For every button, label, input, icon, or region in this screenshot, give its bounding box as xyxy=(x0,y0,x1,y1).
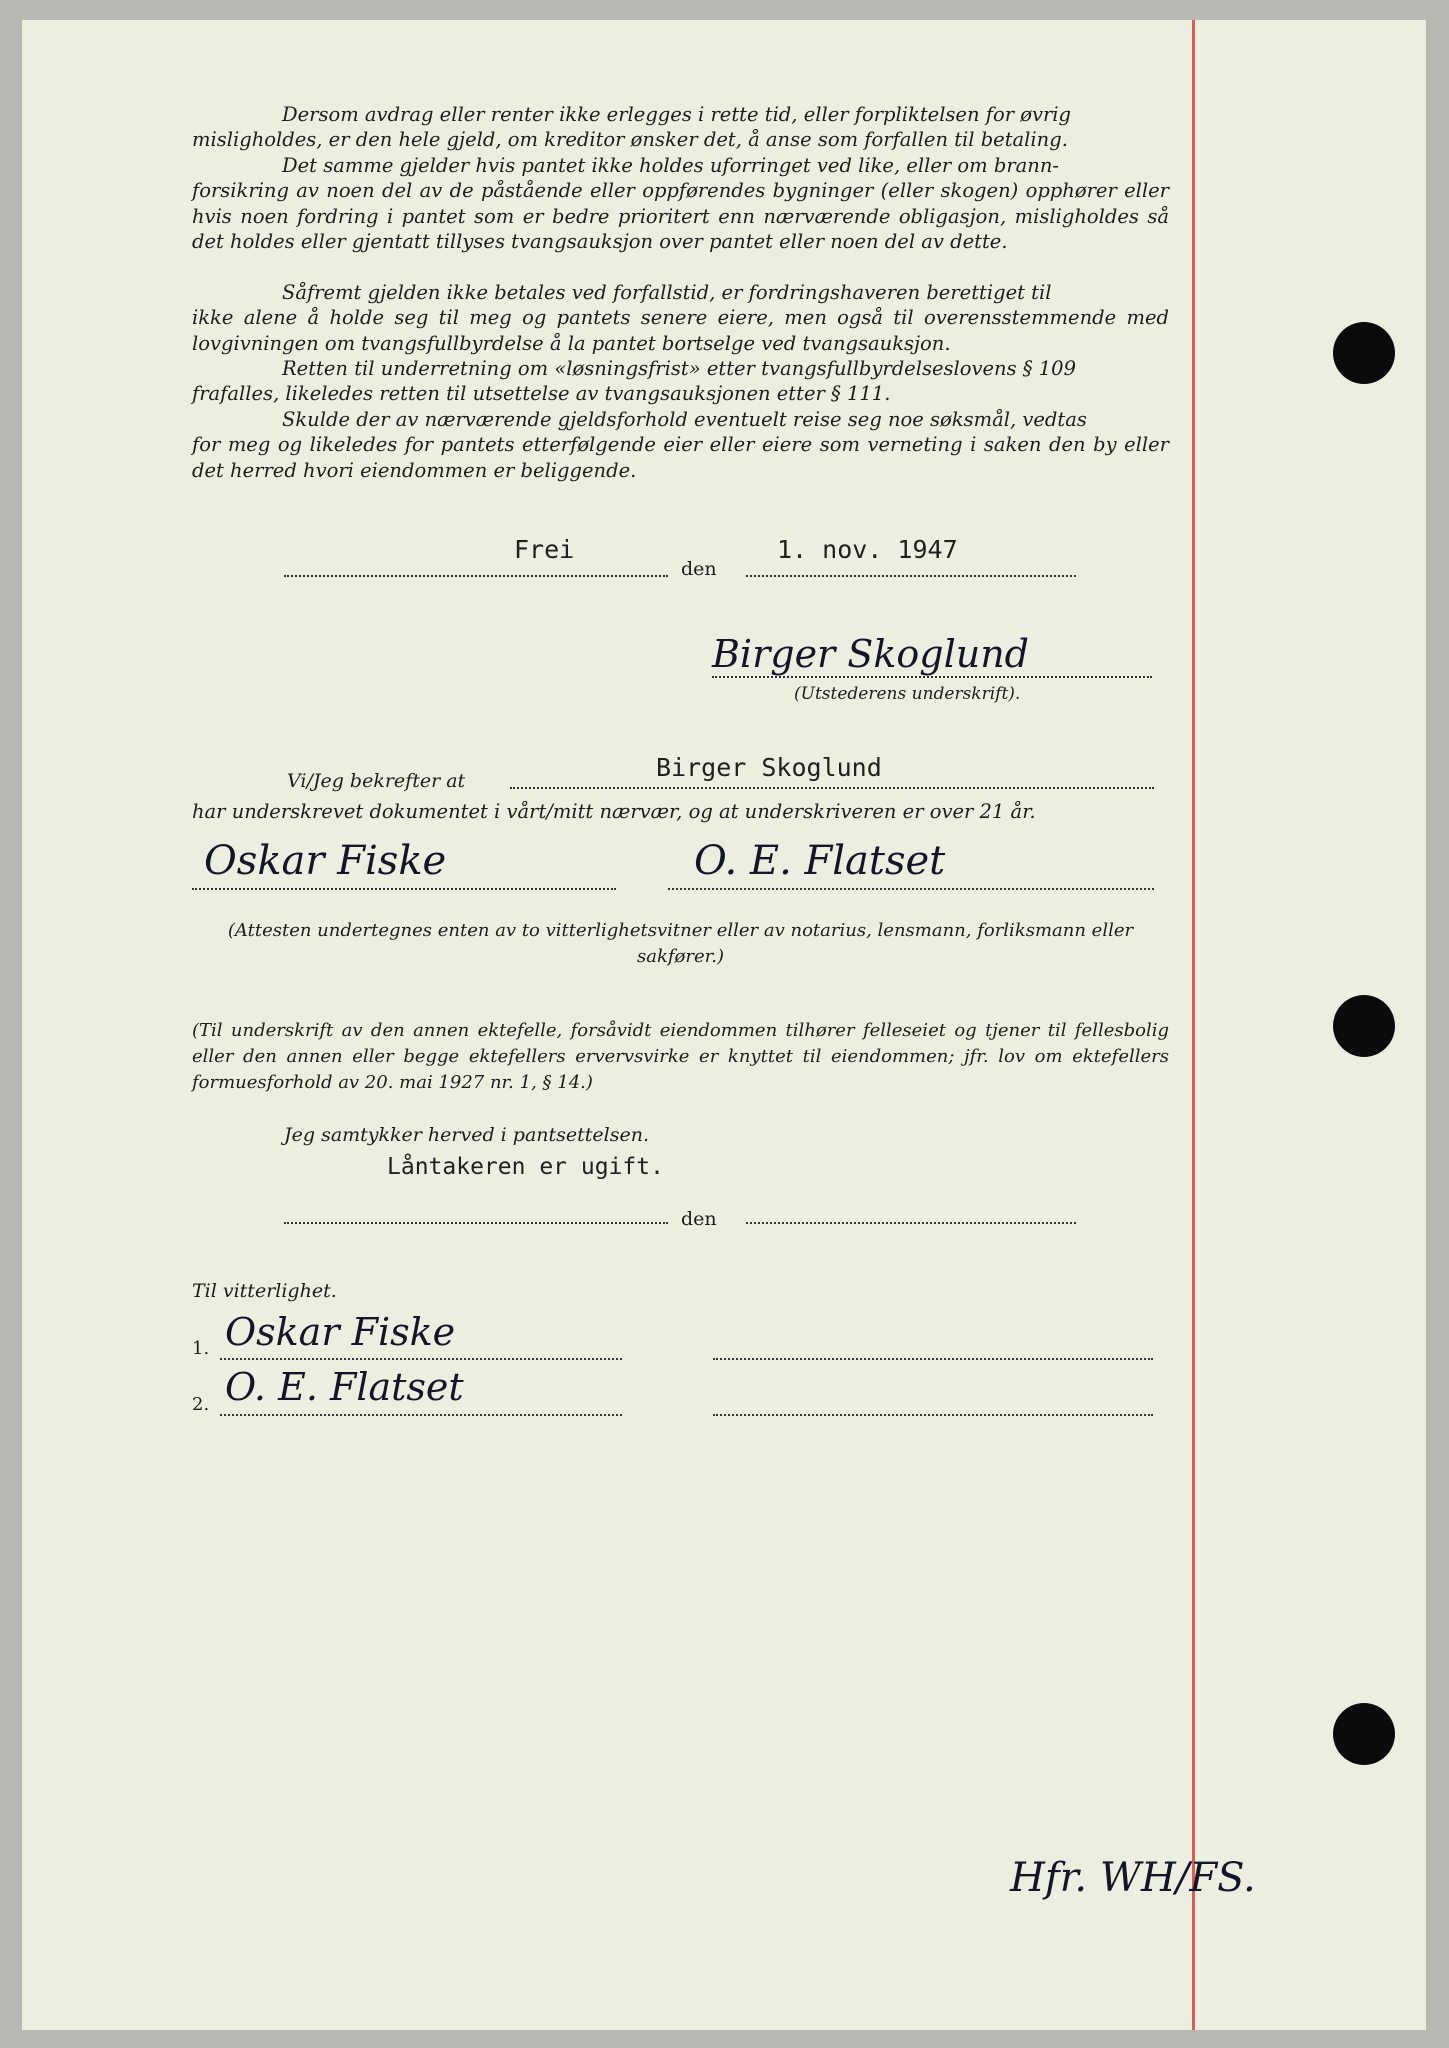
confirmation-statement: har underskrevet dokumentet i vårt/mitt nærvær, og at underskriveren er over 21 år. xyxy=(192,800,1036,823)
witness-line xyxy=(668,888,1154,890)
issuer-caption: (Utstederens underskrift). xyxy=(794,684,1021,704)
margin-rule xyxy=(1192,20,1195,2030)
clause-payment: Såfremt gjelden ikke betales ved forfallstid, er fordringshaveren berettiget til ikke alene å holde seg til meg og pantets senere eiere, men også til overensstemmende med lovgivningen om tvangsfullbyrdelse å la pantet bortselge ved tvangsauksjon. xyxy=(192,281,1169,355)
vitterlighet-signature: Oskar Fiske xyxy=(225,1310,456,1354)
punch-hole xyxy=(1333,995,1395,1057)
handwritten-annotation: Hfr. WH/FS. xyxy=(1010,1855,1256,1901)
vitterlighet-heading: Til vitterlighet. xyxy=(192,1280,337,1302)
den-label: den xyxy=(681,558,717,580)
issuer-signature-line xyxy=(712,676,1152,678)
vitterlighet-address-line xyxy=(713,1414,1153,1416)
place-line xyxy=(284,575,668,577)
vitterlighet-address-line xyxy=(713,1358,1153,1360)
consent-text: Jeg samtykker herved i pantsettelsen. xyxy=(284,1124,649,1146)
witness-number: 2. xyxy=(192,1394,210,1415)
vitterlighet-line xyxy=(220,1358,622,1360)
punch-hole xyxy=(1333,1703,1395,1765)
consent-signature-line xyxy=(284,1222,668,1224)
spouse-note: (Til underskrift av den annen ektefelle, forsåvidt eiendommen tilhører felleseiet og tjener til fellesbolig eller den annen eller begge ektefellers ervervsvirke er knyttet til eiendommen; jfr. lov om ektefellers formuesforhold av 20. mai 1927 nr. 1, § 14.) xyxy=(192,1020,1169,1093)
consent-den-label: den xyxy=(681,1208,717,1230)
vitterlighet-line xyxy=(220,1414,622,1416)
confirmation-name-line xyxy=(510,787,1154,789)
date-value: 1. nov. 1947 xyxy=(777,535,958,564)
witness-line xyxy=(192,888,616,890)
attest-note: (Attesten undertegnes enten av to vitterlighetsvitner eller av notarius, lensmann, forliksmann eller sakfører.) xyxy=(227,920,1134,967)
issuer-signature: Birger Skoglund xyxy=(712,632,1029,676)
clause-venue: Skulde der av nærværende gjeldsforhold eventuelt reise seg noe søksmål, vedtas for meg og likeledes for pantets etterfølgende eier eller eiere som verneting i saken den by eller det herred hvori eiendommen er beliggende. xyxy=(192,408,1169,482)
clause-redemption: Retten til underretning om «løsningsfrist» etter tvangsfullbyrdelseslovens § 109 frafalles, likeledes retten til utsettelse av tvangsauksjonen etter § 111. xyxy=(192,357,1076,406)
confirmation-prefix: Vi/Jeg bekrefter at xyxy=(287,770,466,792)
witness-number: 1. xyxy=(192,1338,210,1359)
place-value: Frei xyxy=(514,535,575,564)
consent-typed: Låntakeren er ugift. xyxy=(387,1154,664,1180)
punch-hole xyxy=(1333,322,1395,384)
clause-default: Dersom avdrag eller renter ikke erlegges i rette tid, eller forpliktelsen for øvrig misligholdes, er den hele gjeld, om kreditor ønsker det, å anse som forfallen til betaling. xyxy=(192,103,1072,152)
clause-maintenance: Det samme gjelder hvis pantet ikke holdes uforringet ved like, eller om brann- forsikring av noen del av de påstående eller oppførendes bygninger (eller skogen) opphører eller hvis noen fordring i pantet som er bedre prioritert enn nærværende obligasjon, misligholdes så det holdes eller gjentatt tillyses tvangsauksjon over pantet eller noen del av dette. xyxy=(192,154,1169,254)
date-line xyxy=(746,575,1076,577)
witness-signature: Oskar Fiske xyxy=(204,838,447,884)
confirmation-name: Birger Skoglund xyxy=(656,753,882,782)
document-page xyxy=(22,20,1426,2030)
vitterlighet-signature: O. E. Flatset xyxy=(225,1365,464,1409)
consent-date-line xyxy=(746,1222,1076,1224)
witness-signature: O. E. Flatset xyxy=(694,838,946,884)
